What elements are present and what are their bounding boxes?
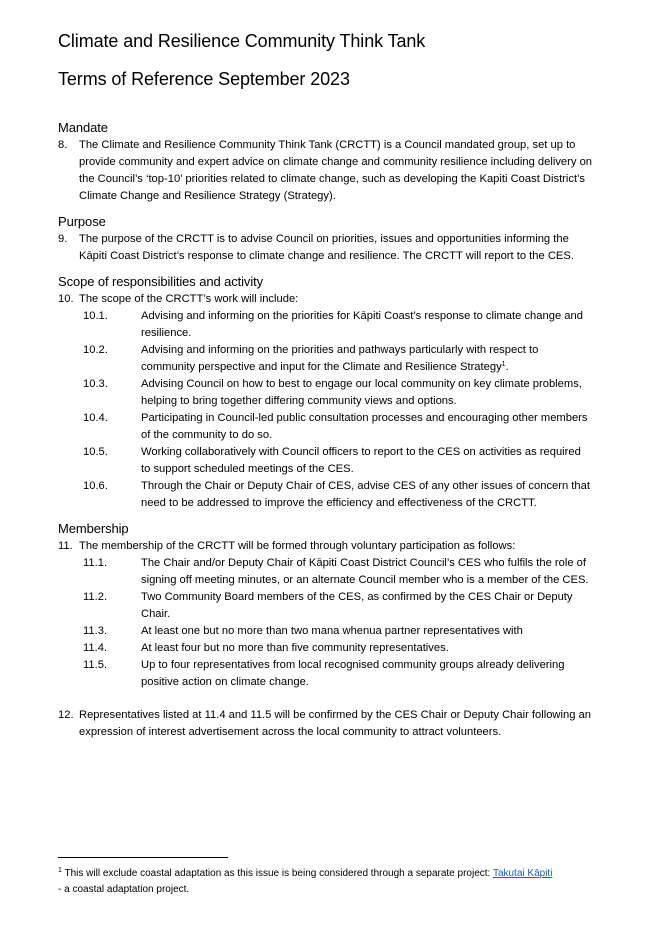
membership-paragraph — [58, 538, 593, 555]
document-body — [58, 119, 593, 741]
item-text: Working collaboratively with Council officers to report to the CES on activities as required to support scheduled meetings of the CES. — [141, 446, 581, 475]
item-number: 11.2. — [83, 591, 108, 603]
list-item — [83, 376, 593, 410]
footnote-text: This will exclude coastal adaptation as this issue is being considered through a separate project: — [64, 868, 491, 879]
item-text — [141, 342, 593, 376]
paragraph-text: The purpose of the CRCTT is to advise Council on priorities, issues and opportunities informing the Kāpiti Coast District’s response to climate change and resilience. The CRCTT will report to the CES. — [79, 233, 574, 262]
scope-paragraph — [58, 291, 593, 308]
list-item — [83, 640, 593, 657]
list-item — [83, 478, 593, 512]
document-title: Climate and Resilience Community Think Tank — [58, 31, 426, 51]
mandate-paragraph — [58, 137, 593, 205]
footnote-divider — [58, 857, 228, 858]
paragraph-number: 12. — [58, 709, 74, 721]
footnote-link[interactable]: Takutai Kāpiti — [492, 868, 553, 879]
item-text: Through the Chair or Deputy Chair of CES, advise CES of any other issues of concern that need to be addressed to improve the efficiency and effectiveness of the CRCTT. — [141, 480, 590, 509]
list-item — [83, 623, 593, 640]
list-item — [83, 342, 593, 376]
item-number: 11.5. — [83, 659, 108, 671]
item-number: 10.5. — [83, 446, 108, 458]
item-number: 11.4. — [83, 642, 108, 654]
paragraph-text: The membership of the CRCTT will be formed through voluntary participation as follows: — [79, 540, 516, 552]
footnote — [58, 866, 593, 898]
mandate-heading: Mandate — [58, 120, 108, 135]
item-number: 10.2. — [83, 344, 108, 356]
item-text: Advising Council on how to best to engage our local community on key climate problems, helping to bring together differing community views and options. — [141, 378, 582, 407]
list-item — [83, 589, 593, 623]
item-number: 10.4. — [83, 412, 108, 424]
paragraph-text: Representatives listed at 11.4 and 11.5 will be confirmed by the CES Chair or Deputy Chair following an expression of interest advertisement across the local community to attract volunteers. — [79, 709, 591, 738]
paragraph-number: 10. — [58, 293, 74, 305]
document-subtitle: Terms of Reference September 2023 — [58, 69, 350, 89]
item-text: Participating in Council-led public consultation processes and encouraging other members of the community to do so. — [141, 412, 588, 441]
list-item — [83, 308, 593, 342]
scope-heading: Scope of responsibilities and activity — [58, 274, 264, 289]
item-text: Up to four representatives from local recognised community groups already delivering positive action on climate change. — [141, 659, 565, 688]
purpose-paragraph — [58, 231, 593, 265]
item-text: At least one but no more than two mana whenua partner representatives with — [141, 625, 523, 637]
paragraph-number: 8. — [58, 139, 68, 151]
representatives-paragraph — [58, 707, 593, 741]
item-text-main: Advising and informing on the priorities and pathways particularly with respect to community perspective and input for the Climate and Resilience Strategy — [141, 344, 539, 373]
item-text: Two Community Board members of the CES, as confirmed by the CES Chair or Deputy Chair. — [141, 591, 573, 620]
paragraph-text: The Climate and Resilience Community Think Tank (CRCTT) is a Council mandated group, set up to provide community and expert advice on climate change and community resilience including delivery on the Council’s ‘top-10’ priorities related to climate change, such as developing the Kapiti Coast District’s Climate Change and Resilience Strategy (Strategy). — [79, 139, 593, 202]
footnote-mark: 1 — [58, 867, 62, 874]
item-number: 11.1. — [83, 557, 108, 569]
membership-heading: Membership — [58, 521, 129, 536]
item-text: The Chair and/or Deputy Chair of Kāpiti Coast District Council’s CES who fulfils the role of signing off meeting minutes, or an alternate Council member who is a member of the CES. — [141, 557, 589, 586]
list-item — [83, 410, 593, 444]
paragraph-text: The scope of the CRCTT’s work will include: — [79, 293, 299, 305]
paragraph-number: 11. — [58, 540, 73, 552]
list-item — [83, 555, 593, 589]
item-text: Advising and informing on the priorities for Kāpiti Coast’s response to climate change and resilience. — [141, 310, 583, 339]
item-text: At least four but no more than five community representatives. — [141, 642, 449, 654]
list-item — [83, 657, 593, 691]
item-number: 10.3. — [83, 378, 108, 390]
item-text-end: . — [505, 361, 509, 373]
item-number: 11.3. — [83, 625, 108, 637]
footnote-tail: - a coastal adaptation project. — [58, 884, 190, 895]
paragraph-number: 9. — [58, 233, 68, 245]
item-number: 10.6. — [83, 480, 108, 492]
list-item — [83, 444, 593, 478]
purpose-heading: Purpose — [58, 214, 106, 229]
footnote-reference[interactable]: 1 — [501, 361, 506, 368]
item-number: 10.1. — [83, 310, 108, 322]
